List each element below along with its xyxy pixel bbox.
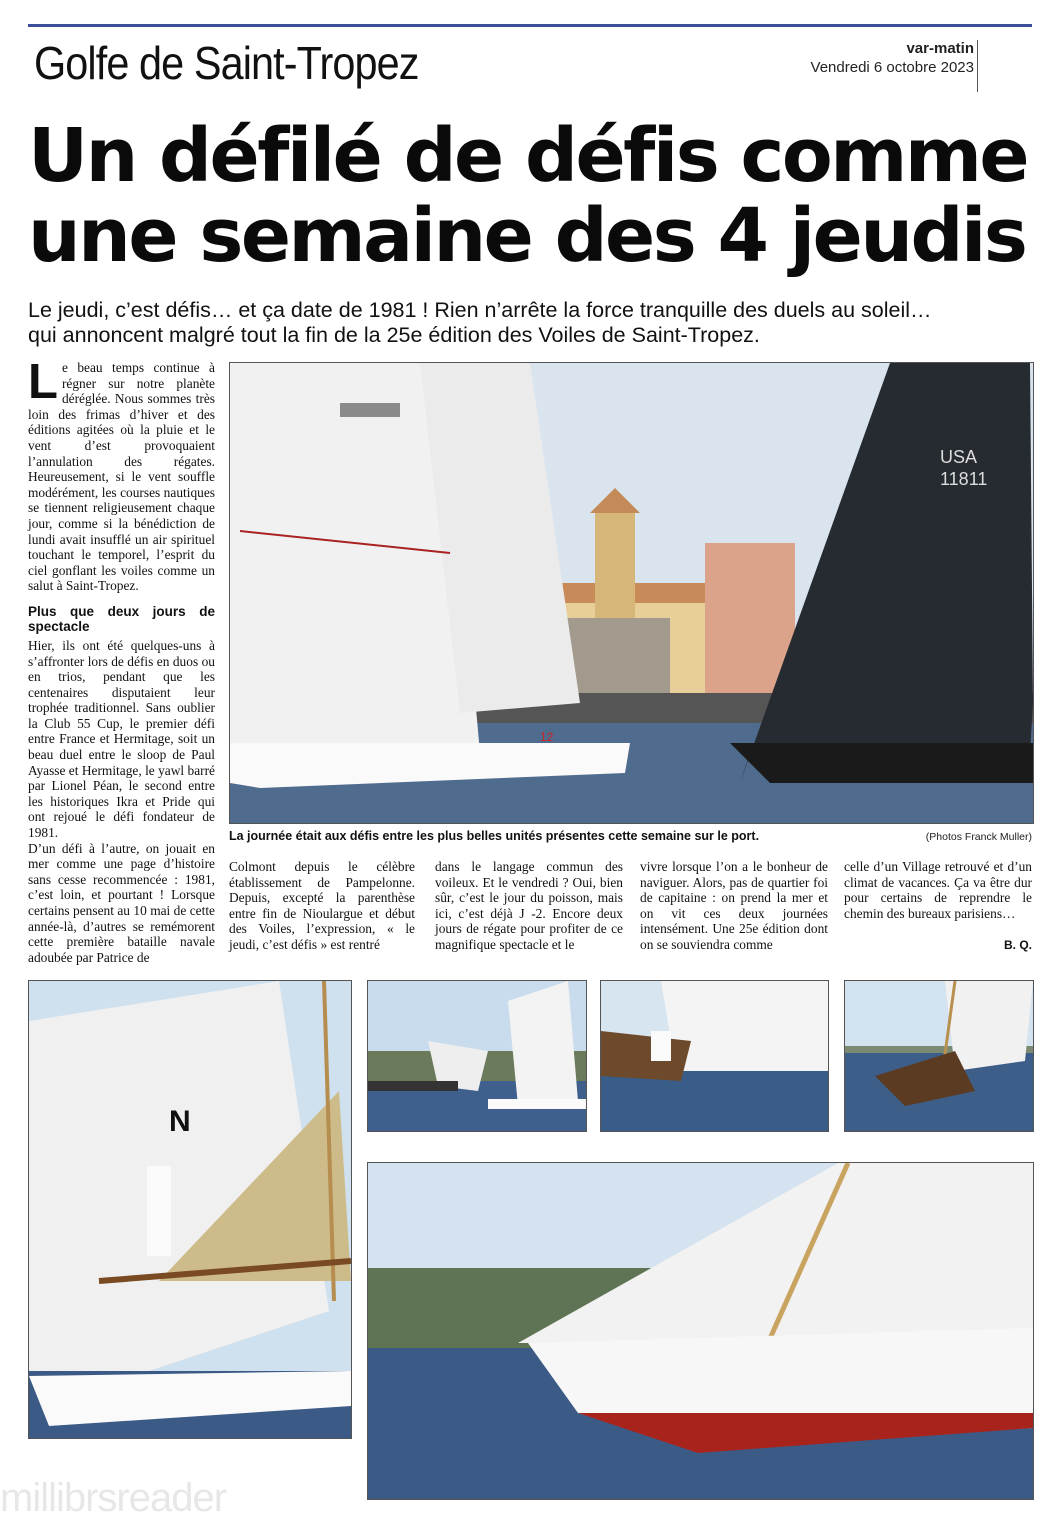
author-signature: B. Q. [1003, 938, 1032, 952]
deck-photo [600, 980, 829, 1132]
main-photo [229, 362, 1034, 824]
reader-watermark: millibrsreader [0, 1476, 227, 1520]
sail-number-line2: 11811 [940, 469, 988, 489]
standfirst-line: Le jeudi, c’est défis… et ça date de 1981 ! Rien n’arrête la force tranquille des duels au soleil… [28, 298, 932, 322]
drop-cap: L [28, 355, 58, 409]
masthead-rule [977, 40, 978, 92]
sail-mark: N [169, 1105, 191, 1138]
standfirst [28, 298, 1032, 348]
crew-photo [844, 980, 1034, 1132]
article-column-2: Colmont depuis le célèbre établissement de Pampelonne. Depuis, excepté la parenthèse entre fin de Nioulargue et début des Voiles, l’expression, « le jeudi, c’est défis » est rentré [229, 859, 415, 952]
headline-line: une semaine des 4 jeudis [28, 193, 1026, 279]
issue-date: Vendredi 6 octobre 2023 [810, 59, 974, 76]
photo-credit: (Photos Franck Muller) [925, 831, 1032, 843]
publication-name: var-matin [906, 40, 974, 57]
article-column-1 [28, 355, 215, 965]
standfirst-line: qui annoncent malgré tout la fin de la 25e édition des Voiles de Saint-Tropez. [28, 323, 760, 347]
section-title: Golfe de Saint-Tropez [34, 37, 419, 89]
headline [28, 113, 1028, 279]
top-rule [28, 24, 1032, 27]
article-column-4: vivre lorsque l’on a le bonheur de naviguer. Alors, pas de quartier foi de capitaine : on prend la mer et on vit ces deux journées intensément. Une 25e édition dont on se souviendra comme [640, 859, 828, 952]
headline-line: Un défilé de défis comme [28, 113, 1028, 199]
body-paragraph: e beau temps continue à régner sur notre planète déréglée. Nous sommes très loin des frimas d’hiver et des éditions agitées où la pluie et le vent d’est provoquaient l’annulation des régates. Heureusement, si le vent souffle modérément, les courses nautiques se tiennent religieusement chaque jour, comme si la bénédiction de lundi avait insufflé un air spirituel touchant le temporel, l’esprit du ciel gonflant les voiles comme un salut à Saint-Tropez. [28, 360, 215, 594]
article-column-5: celle d’un Village retrouvé et d’un climat de vacances. Ça va être dur pour certains de reprendre le chemin des bureaux parisiens… [844, 859, 1032, 921]
article-column-3: dans le langage commun des voileux. Et le vendredi ? Oui, bien sûr, c’est le jour du poisson, mais ici, c’est déjà J -2. Encore deux jours de régate pour profiter de ce magnifique spectacle et le [435, 859, 623, 952]
photo-caption: La journée était aux défis entre les plus belles unités présentes cette semaine sur le port. [229, 829, 760, 843]
intertitle: Plus que deux jours de spectacle [28, 603, 215, 634]
rigging-photo [367, 980, 587, 1132]
body-paragraph: Hier, ils ont été quelques-uns à s’affronter lors de défis en duos ou en trios, pendant que les centenaires disputaient leur trophée traditionnel. Sans oublier la Club 55 Cup, le premier défi entre France et Hermitage, soit un beau duel entre le sloop de Paul Ayasse et Hermitage, le yawl barré par Lionel Péan, le second entre les historiques Ikra et Pride qui ont rejoué le défi fondateur de 1981. [28, 637, 215, 841]
heeling-yacht-photo [367, 1162, 1034, 1500]
masthead [811, 40, 974, 76]
bowsprit-photo [28, 980, 352, 1439]
sail-number-line1: USA [940, 447, 978, 467]
bow-number: 12 [540, 730, 554, 744]
body-paragraph: D’un défi à l’autre, on jouait en mer comme une page d’histoire sans cesse recommencée : 1981, c’est loin, et pourtant ! Lorsque certains pensent au 10 mai de cette année-là, d’autres se remémorent cette première bataille navale adoubée par Patrice de [28, 840, 215, 965]
